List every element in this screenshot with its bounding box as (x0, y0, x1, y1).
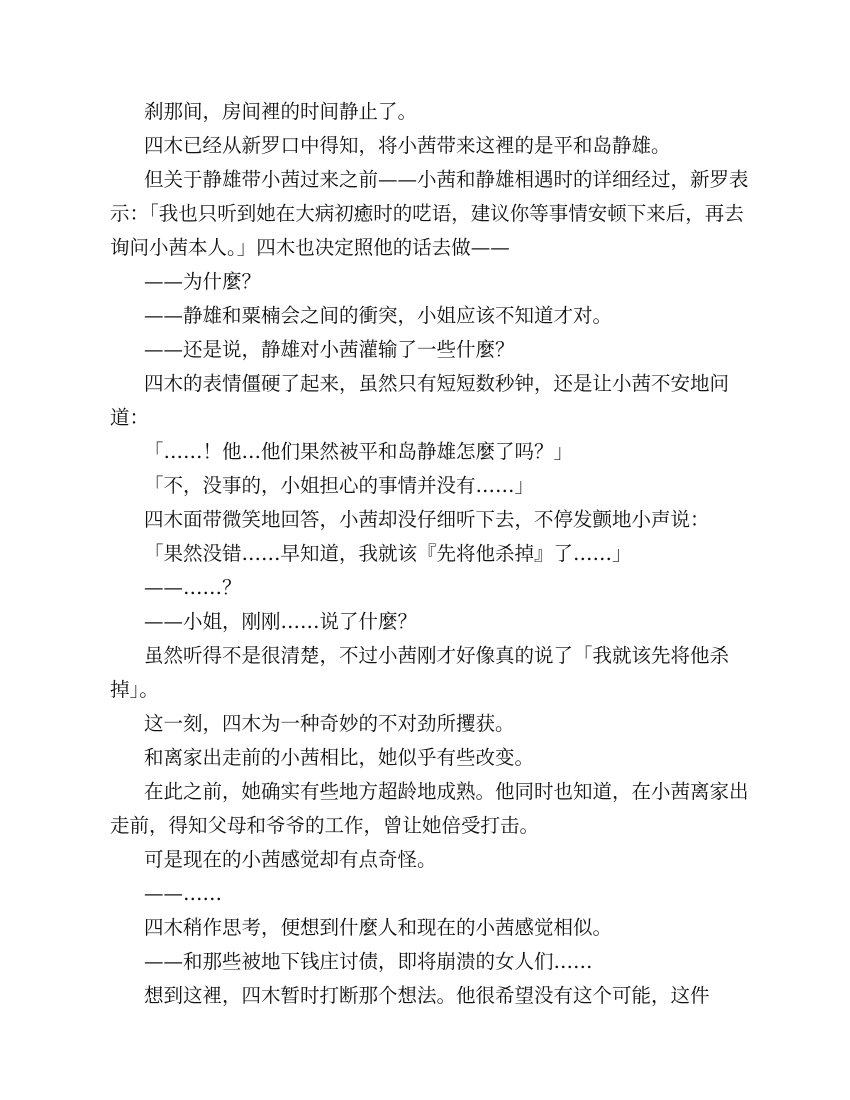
paragraph: 和离家出走前的小茜相比，她似乎有些改变。 (144, 746, 535, 769)
paragraph: ——…… (144, 882, 222, 905)
paragraph: 四木已经从新罗口中得知，将小茜带来这裡的是平和岛静雄。 (144, 134, 671, 157)
paragraph: 「不，没事的，小姐担心的事情并没有……」 (144, 474, 535, 497)
paragraph: ——……？ (144, 576, 242, 599)
paragraph: ——为什麼？ (144, 270, 262, 293)
paragraph: ——和那些被地下钱庄讨债，即将崩溃的女人们…… (144, 950, 593, 973)
paragraph: 刹那间，房间裡的时间静止了。 (144, 100, 418, 123)
paragraph: ——静雄和粟楠会之间的衝突，小姐应该不知道才对。 (144, 304, 613, 327)
paragraph: 四木面带微笑地回答，小茜却没仔细听下去，不停发颤地小声说： (144, 508, 710, 531)
paragraph: 想到这裡，四木暂时打断那个想法。他很希望没有这个可能，这件 (144, 984, 710, 1007)
paragraph: ——还是说，静雄对小茜灌输了一些什麼？ (144, 338, 515, 361)
paragraph: ——小姐，刚刚……说了什麼？ (144, 610, 418, 633)
paragraph: 可是现在的小茜感觉却有点奇怪。 (144, 848, 437, 871)
paragraph: 「果然没错……早知道，我就该『先将他杀掉』了……」 (144, 542, 632, 565)
paragraph: 四木的表情僵硬了起来，虽然只有短短数秒钟，还是让小茜不安地问道： (110, 372, 730, 429)
paragraph: 但关于静雄带小茜过来之前——小茜和静雄相遇时的详细经过，新罗表示：「我也只听到她在大病初癒时的呓语，建议你等事情安顿下来后，再去询问小茜本人。」四木也决定照他的话去做—— (110, 168, 749, 259)
paragraph: 「……！他…他们果然被平和岛静雄怎麼了吗？」 (144, 440, 574, 463)
paragraph: 四木稍作思考，便想到什麼人和现在的小茜感觉相似。 (144, 916, 613, 939)
paragraph: 虽然听得不是很清楚，不过小茜刚才好像真的说了「我就该先将他杀掉」。 (110, 644, 730, 701)
paragraph: 在此之前，她确实有些地方超龄地成熟。他同时也知道，在小茜离家出走前，得知父母和爷爷的工作，曾让她倍受打击。 (110, 780, 749, 837)
body-text (110, 95, 750, 1013)
paragraph: 这一刻，四木为一种奇妙的不对劲所攫获。 (144, 712, 515, 735)
